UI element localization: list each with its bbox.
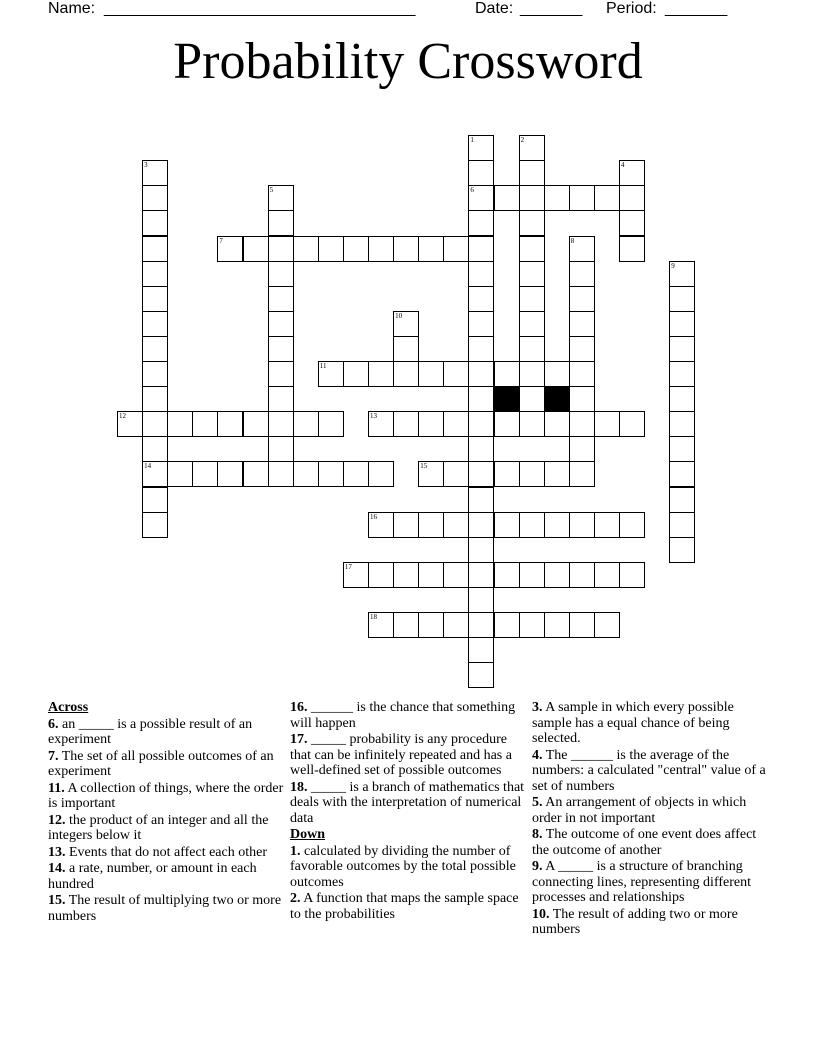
clue-number: 3 (144, 161, 148, 170)
grid-cell[interactable] (418, 411, 444, 437)
grid-cell[interactable] (393, 411, 419, 437)
grid-cell[interactable] (569, 512, 595, 538)
grid-cell[interactable] (519, 135, 545, 161)
clue-column-3 (532, 700, 772, 939)
period-line[interactable]: _______ (665, 0, 728, 17)
grid-cell[interactable] (268, 361, 294, 387)
grid-cell[interactable] (142, 236, 168, 262)
grid-cell[interactable] (268, 386, 294, 412)
grid-cell[interactable] (468, 361, 494, 387)
grid-cell[interactable] (393, 336, 419, 362)
down-heading: Down (290, 827, 326, 842)
grid-cell[interactable] (544, 562, 570, 588)
grid-cell[interactable] (619, 562, 645, 588)
grid-cell[interactable] (519, 562, 545, 588)
clue-text: The set of all possible outcomes of an experiment (48, 748, 274, 779)
grid-cell[interactable] (569, 461, 595, 487)
grid-cell[interactable] (293, 461, 319, 487)
clue-number: 12 (119, 412, 126, 421)
grid-cell[interactable] (443, 236, 469, 262)
blocked-cell (544, 386, 570, 412)
page-title: Probability Crossword (173, 33, 643, 90)
grid-cell[interactable] (619, 160, 645, 186)
clue-text: An arrangement of objects in which order in not important (532, 795, 747, 826)
grid-cell[interactable] (544, 461, 570, 487)
clue-number: 6 (470, 186, 474, 195)
grid-cell[interactable] (468, 487, 494, 513)
grid-cell[interactable] (318, 236, 344, 262)
clue-number: 18 (370, 613, 377, 621)
grid-cell[interactable] (468, 662, 494, 688)
grid-cell[interactable] (393, 612, 419, 638)
grid-cell[interactable] (569, 311, 595, 337)
grid-cell[interactable] (293, 236, 319, 262)
grid-cell[interactable] (217, 236, 243, 262)
grid-cell[interactable] (519, 210, 545, 236)
grid-cell[interactable] (669, 411, 695, 437)
clue-number: 11 (319, 362, 327, 370)
grid-cell[interactable] (468, 236, 494, 262)
grid-cell[interactable] (318, 361, 344, 387)
grid-cell[interactable] (619, 185, 645, 211)
clue-number-label: 11. (48, 780, 65, 796)
clue-text: The result of multiplying two or more numbers (48, 893, 282, 924)
clue-item (290, 732, 530, 779)
grid-cell[interactable] (418, 512, 444, 538)
grid-cell[interactable] (468, 411, 494, 437)
grid-cell[interactable] (494, 461, 520, 487)
grid-cell[interactable] (142, 487, 168, 513)
grid-cell[interactable] (142, 436, 168, 462)
grid-cell[interactable] (343, 461, 369, 487)
grid-cell[interactable] (468, 587, 494, 613)
grid-cell[interactable] (318, 461, 344, 487)
grid-cell[interactable] (468, 185, 494, 211)
clue-number-label: 17. (290, 732, 308, 747)
grid-cell[interactable] (368, 512, 394, 538)
grid-cell[interactable] (468, 135, 494, 161)
grid-cell[interactable] (669, 512, 695, 538)
clue-item (290, 844, 530, 891)
grid-cell[interactable] (268, 411, 294, 437)
period-label: Period: (606, 0, 657, 17)
clue-text: _____ probability is any procedure that can be infinitely repeated and has a well-defined set of possible outcomes (290, 732, 512, 778)
grid-cell[interactable] (468, 336, 494, 362)
grid-cell[interactable] (142, 512, 168, 538)
clue-item (290, 891, 530, 922)
grid-cell[interactable] (443, 361, 469, 387)
clue-number-label: 5. (532, 795, 543, 810)
clue-item (48, 845, 288, 861)
grid-cell[interactable] (494, 612, 520, 638)
clue-number-label: 3. (532, 700, 543, 715)
clue-text: Events that do not affect each other (65, 844, 267, 860)
grid-cell[interactable] (519, 461, 545, 487)
grid-cell[interactable] (142, 386, 168, 412)
grid-cell[interactable] (519, 411, 545, 437)
grid-cell[interactable] (343, 562, 369, 588)
clue-text: calculated by dividing the number of favorable outcomes by the total possible outcomes (290, 843, 516, 890)
clue-number-label: 7. (48, 748, 59, 764)
grid-cell[interactable] (142, 210, 168, 236)
grid-cell[interactable] (669, 537, 695, 563)
grid-cell[interactable] (669, 361, 695, 387)
grid-cell[interactable] (544, 411, 570, 437)
grid-cell[interactable] (443, 461, 469, 487)
clue-number-label: 15. (48, 893, 66, 908)
clue-item (290, 700, 530, 731)
clue-number: 1 (470, 136, 474, 145)
grid-cell[interactable] (142, 185, 168, 211)
grid-cell[interactable] (544, 361, 570, 387)
grid-cell[interactable] (243, 411, 269, 437)
grid-cell[interactable] (443, 612, 469, 638)
grid-cell[interactable] (594, 612, 620, 638)
grid-cell[interactable] (268, 311, 294, 337)
grid-cell[interactable] (243, 236, 269, 262)
grid-cell[interactable] (243, 461, 269, 487)
grid-cell[interactable] (494, 562, 520, 588)
grid-cell[interactable] (544, 512, 570, 538)
clue-number: 9 (671, 261, 675, 270)
grid-cell[interactable] (494, 512, 520, 538)
grid-cell[interactable] (519, 286, 545, 312)
clue-text: The result of adding two or more numbers (532, 906, 738, 937)
grid-cell[interactable] (669, 311, 695, 337)
grid-cell[interactable] (569, 562, 595, 588)
grid-cell[interactable] (468, 386, 494, 412)
name-label: Name: (48, 0, 96, 17)
clue-item (532, 700, 772, 747)
grid-cell[interactable] (142, 361, 168, 387)
grid-cell[interactable] (594, 562, 620, 588)
clue-number: 15 (420, 462, 428, 471)
grid-cell[interactable] (468, 436, 494, 462)
grid-cell[interactable] (569, 185, 595, 211)
grid-cell[interactable] (418, 461, 444, 487)
grid-cell[interactable] (519, 261, 545, 287)
grid-cell[interactable] (268, 461, 294, 487)
clue-column-1 (48, 700, 288, 925)
grid-cell[interactable] (519, 185, 545, 211)
clue-number-label: 13. (48, 844, 66, 860)
clue-text: A collection of things, where the order is important (48, 780, 284, 811)
grid-cell[interactable] (393, 361, 419, 387)
clue-number: 17 (344, 562, 352, 571)
clue-item (48, 813, 288, 844)
grid-cell[interactable] (468, 461, 494, 487)
grid-cell[interactable] (368, 562, 394, 588)
clue-item (48, 749, 288, 780)
grid-cell[interactable] (669, 436, 695, 462)
grid-cell[interactable] (569, 336, 595, 362)
clue-item (48, 861, 288, 892)
grid-cell[interactable] (268, 185, 294, 211)
grid-cell[interactable] (418, 612, 444, 638)
grid-cell[interactable] (368, 461, 394, 487)
grid-cell[interactable] (142, 286, 168, 312)
grid-cell[interactable] (569, 386, 595, 412)
clue-text: an _____ is a possible result of an experiment (48, 716, 253, 747)
grid-cell[interactable] (468, 160, 494, 186)
grid-cell[interactable] (519, 160, 545, 186)
grid-cell[interactable] (468, 261, 494, 287)
grid-cell[interactable] (192, 411, 218, 437)
grid-cell[interactable] (268, 261, 294, 287)
grid-cell[interactable] (594, 185, 620, 211)
clue-item (48, 781, 288, 812)
grid-cell[interactable] (268, 236, 294, 262)
grid-cell[interactable] (368, 236, 394, 262)
clue-item (532, 748, 772, 795)
grid-cell[interactable] (669, 386, 695, 412)
grid-cell[interactable] (418, 361, 444, 387)
grid-cell[interactable] (519, 361, 545, 387)
grid-cell[interactable] (217, 461, 243, 487)
clue-number-label: 9. (532, 859, 543, 874)
grid-cell[interactable] (468, 311, 494, 337)
grid-cell[interactable] (569, 411, 595, 437)
clue-number: 8 (570, 236, 575, 245)
grid-cell[interactable] (293, 411, 319, 437)
clue-item (290, 780, 530, 827)
clue-item (532, 859, 772, 906)
clue-text: ______ is the chance that something will happen (290, 700, 516, 731)
grid-cell[interactable] (142, 336, 168, 362)
grid-cell[interactable] (494, 185, 520, 211)
grid-cell[interactable] (167, 461, 193, 487)
clue-text: A function that maps the sample space to the probabilities (290, 891, 519, 922)
grid-cell[interactable] (343, 236, 369, 262)
grid-cell[interactable] (368, 612, 394, 638)
grid-cell[interactable] (494, 411, 520, 437)
clue-text: A _____ is a structure of branching connecting lines, representing different processes and relationships (532, 859, 751, 905)
clue-number-label: 4. (532, 747, 543, 763)
grid-cell[interactable] (343, 361, 369, 387)
grid-cell[interactable] (594, 411, 620, 437)
clue-number-label: 8. (532, 827, 543, 842)
grid-cell[interactable] (519, 311, 545, 337)
grid-cell[interactable] (468, 562, 494, 588)
grid-cell[interactable] (468, 286, 494, 312)
clue-number: 5 (269, 186, 274, 195)
grid-cell[interactable] (569, 436, 595, 462)
clue-number: 14 (144, 462, 152, 471)
grid-cell[interactable] (393, 311, 419, 337)
clue-text: _____ is a branch of mathematics that deals with the interpretation of numerical data (290, 779, 525, 826)
clue-number-label: 10. (532, 906, 550, 922)
grid-cell[interactable] (619, 411, 645, 437)
clue-column-2 (290, 700, 530, 923)
clue-number-label: 12. (48, 812, 66, 828)
grid-cell[interactable] (519, 612, 545, 638)
grid-cell[interactable] (569, 612, 595, 638)
grid-cell[interactable] (569, 361, 595, 387)
clue-item (48, 893, 288, 924)
clue-text: A sample in which every possible sample has a equal chance of being selected. (532, 700, 734, 746)
grid-cell[interactable] (217, 411, 243, 437)
clue-item (48, 717, 288, 748)
clue-text: a rate, number, or amount in each hundred (48, 861, 257, 892)
grid-cell[interactable] (619, 512, 645, 538)
grid-cell[interactable] (569, 261, 595, 287)
grid-cell[interactable] (117, 411, 143, 437)
grid-cell[interactable] (443, 411, 469, 437)
date-label: Date: (475, 0, 514, 17)
grid-cell[interactable] (544, 185, 570, 211)
grid-cell[interactable] (468, 537, 494, 563)
clue-number: 16 (370, 512, 377, 521)
grid-cell[interactable] (418, 236, 444, 262)
clue-number-label: 6. (48, 716, 59, 732)
grid-cell[interactable] (393, 562, 419, 588)
clue-text: The outcome of one event does affect the outcome of another (532, 827, 757, 858)
blocked-cell (494, 386, 520, 412)
grid-cell[interactable] (142, 411, 168, 437)
date-line[interactable]: _______ (520, 0, 583, 17)
grid-cell[interactable] (368, 361, 394, 387)
grid-cell[interactable] (318, 411, 344, 437)
clue-number-label: 1. (290, 843, 301, 859)
grid-cell[interactable] (142, 261, 168, 287)
clue-item (532, 795, 772, 826)
grid-cell[interactable] (669, 286, 695, 312)
grid-cell[interactable] (569, 236, 595, 262)
clue-number: 2 (520, 136, 525, 145)
grid-cell[interactable] (268, 336, 294, 362)
grid-cell[interactable] (669, 261, 695, 287)
grid-cell[interactable] (192, 461, 218, 487)
grid-cell[interactable] (494, 361, 520, 387)
grid-cell[interactable] (418, 562, 444, 588)
grid-cell[interactable] (142, 461, 168, 487)
grid-cell[interactable] (268, 286, 294, 312)
grid-cell[interactable] (569, 286, 595, 312)
grid-cell[interactable] (468, 512, 494, 538)
grid-cell[interactable] (368, 411, 394, 437)
grid-cell[interactable] (544, 612, 570, 638)
across-heading: Across (48, 700, 89, 715)
clue-number: 4 (621, 161, 625, 170)
grid-cell[interactable] (519, 336, 545, 362)
clue-text: The ______ is the average of the numbers: a calculated "central" value of a set of numbers (532, 747, 766, 794)
grid-cell[interactable] (594, 512, 620, 538)
grid-cell[interactable] (468, 612, 494, 638)
clue-text: the product of an integer and all the integers below it (48, 812, 269, 843)
grid-cell[interactable] (268, 210, 294, 236)
clue-number: 10 (395, 311, 403, 320)
grid-cell[interactable] (519, 236, 545, 262)
grid-cell[interactable] (468, 210, 494, 236)
clue-number-label: 18. (290, 779, 308, 795)
grid-cell[interactable] (443, 562, 469, 588)
grid-cell[interactable] (468, 637, 494, 663)
grid-cell[interactable] (669, 487, 695, 513)
grid-cell[interactable] (619, 236, 645, 262)
grid-cell[interactable] (393, 512, 419, 538)
grid-cell[interactable] (393, 236, 419, 262)
clue-number: 13 (370, 412, 377, 421)
grid-cell[interactable] (619, 210, 645, 236)
grid-cell[interactable] (142, 311, 168, 337)
grid-cell[interactable] (669, 336, 695, 362)
clue-item (532, 907, 772, 938)
grid-cell[interactable] (142, 160, 168, 186)
grid-cell[interactable] (519, 512, 545, 538)
grid-cell[interactable] (669, 461, 695, 487)
grid-cell[interactable] (443, 512, 469, 538)
clue-number: 7 (219, 236, 223, 245)
grid-cell[interactable] (167, 411, 193, 437)
grid-cell[interactable] (268, 436, 294, 462)
clue-number-label: 16. (290, 700, 308, 715)
clue-item (532, 827, 772, 858)
clue-number-label: 2. (290, 891, 301, 906)
clue-number-label: 14. (48, 861, 66, 876)
name-line[interactable]: ___________________________________ (104, 0, 416, 17)
